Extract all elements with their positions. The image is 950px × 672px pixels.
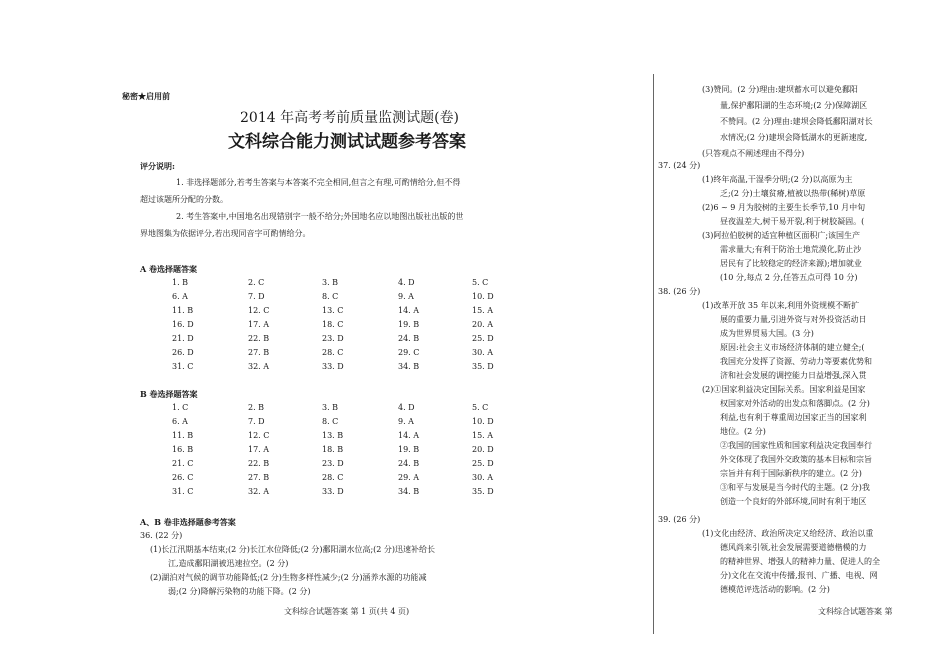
right-answer-line: 乏;(2 分)土壤贫瘠,植被以热带(稀树)草原 <box>720 189 866 198</box>
section-a-answer: 31. C <box>172 362 194 371</box>
right-page <box>658 0 950 672</box>
page-footer: 文科综合试题答案 第 1 页(共 4 页) <box>284 607 410 616</box>
section-a-answer: 17. A <box>248 320 270 329</box>
section-a-answer: 28. C <box>322 348 344 357</box>
right-answer-line: 创造一个良好的外部环境,同时有利于地区 <box>720 497 867 506</box>
section-a-answer: 2. C <box>248 278 265 287</box>
section-a-answer: 18. C <box>322 320 344 329</box>
right-answer-line: 外交体现了我国外交政策的基本目标和宗旨 <box>720 455 872 464</box>
right-answer-line: (只答观点不阐述理由不得分) <box>702 149 805 158</box>
right-answer-line: (10 分,每点 2 分,任答五点可得 10 分) <box>720 273 858 282</box>
section-a-answer: 6. A <box>172 292 188 301</box>
right-answer-line: 居民有了比较稳定的经济来源);增加就业 <box>720 259 862 268</box>
section-a-answer: 25. D <box>472 334 494 343</box>
section-b-answer: 25. D <box>472 459 494 468</box>
right-answer-line: 原因:社会主义市场经济体制的建立健全;( <box>720 343 865 352</box>
section-a-answer: 9. A <box>398 292 414 301</box>
section-a-answer: 3. B <box>322 278 339 287</box>
right-answer-line: 德模范评选活动的影响。(2 分) <box>720 585 830 594</box>
section-b-answer: 15. A <box>472 431 494 440</box>
section-a-answer: 10. D <box>472 292 494 301</box>
section-b-answer: 17. A <box>248 445 270 454</box>
answer-title: 文科综合能力测试试题参考答案 <box>228 132 466 152</box>
section-b-answer: 16. B <box>172 445 194 454</box>
q36-line-2: 江,造成鄱阳湖被迅速拉空。(2 分) <box>168 559 289 568</box>
right-answer-line: 德风尚来引领,社会发展需要道德楷模的力 <box>720 543 867 552</box>
section-a-answer: 14. A <box>398 306 420 315</box>
section-a-answer: 7. D <box>248 292 265 301</box>
section-b-answer: 27. B <box>248 473 270 482</box>
section-b-answer: 9. A <box>398 417 414 426</box>
right-answer-line: 地位。(2 分) <box>720 427 766 436</box>
section-a-answer: 15. A <box>472 306 494 315</box>
section-a-answer: 30. A <box>472 348 494 357</box>
scoring-rule-1b: 超过该题所分配的分数。 <box>140 195 228 204</box>
section-b-answer: 32. A <box>248 487 270 496</box>
section-a-answer: 35. D <box>472 362 494 371</box>
section-a-answer: 12. C <box>248 306 270 315</box>
right-answer-line: 的精神世界、增强人的精神力量、促进人的全 <box>720 557 880 566</box>
section-b-answer: 13. B <box>322 431 344 440</box>
section-b-answer: 34. B <box>398 487 420 496</box>
right-answer-line: 不赞同。(2 分)理由:建坝会降低鄱阳湖对长 <box>720 117 873 126</box>
section-b-answer: 28. C <box>322 473 344 482</box>
right-answer-line: 量,保护鄱阳湖的生态环境;(2 分)保障湖区 <box>720 101 868 110</box>
section-b-answer: 7. D <box>248 417 265 426</box>
right-answer-line: 展的重要力量,引进外资与对外投资活动日 <box>720 315 867 324</box>
right-page-footer: 文科综合试题答案 第 <box>818 607 893 616</box>
right-answer-line: (2)6 ~ 9 月为胶树的主要生长季节,10 月中旬 <box>702 203 866 212</box>
q36-line-4: 弱;(2 分)降解污染物的功能下降。(2 分) <box>168 587 311 596</box>
right-answer-line: 成为世界贸易大国。(3 分) <box>720 329 814 338</box>
section-b-answer: 10. D <box>472 417 494 426</box>
right-answer-line: 需求量大;有利于防治土地荒漠化,防止沙 <box>720 245 862 254</box>
section-a-answer: 26. D <box>172 348 194 357</box>
right-question-heading: 39. (26 分) <box>658 515 701 524</box>
exam-title: 2014 年高考考前质量监测试题(卷) <box>240 110 460 126</box>
q36-line-3: (2)湖泊对气候的调节功能降低;(2 分)生物多样性减少;(2 分)涵养水源的功能减 <box>150 573 427 582</box>
section-b-answer: 5. C <box>472 403 489 412</box>
section-a-answer: 11. B <box>172 306 194 315</box>
section-b-answer: 3. B <box>322 403 339 412</box>
section-a-answer: 24. B <box>398 334 420 343</box>
section-b-answer: 2. B <box>248 403 265 412</box>
section-b-answer: 1. C <box>172 403 189 412</box>
section-b-answer: 18. B <box>322 445 344 454</box>
page-divider <box>653 74 654 634</box>
right-answer-line: (2)①国家利益决定国际关系。国家利益是国家 <box>702 385 866 394</box>
section-b-answer: 8. C <box>322 417 339 426</box>
section-a-answer: 27. B <box>248 348 270 357</box>
section-b-answer: 22. B <box>248 459 270 468</box>
right-question-heading: 38. (26 分) <box>658 287 701 296</box>
section-a-answer: 23. D <box>322 334 344 343</box>
right-answer-line: 权国家对外活动的出发点和落脚点。(2 分) <box>720 399 870 408</box>
secret-tag: 秘密★启用前 <box>122 91 170 101</box>
section-a-answer: 13. C <box>322 306 344 315</box>
section-a-answer: 1. B <box>172 278 189 287</box>
right-answer-line: 分)文化在交流中传播,报刊、广播、电视、网 <box>720 571 878 580</box>
section-a-answer: 16. D <box>172 320 194 329</box>
section-b-answer: 12. C <box>248 431 270 440</box>
section-b-answer: 24. B <box>398 459 420 468</box>
section-b-answer: 29. A <box>398 473 420 482</box>
scoring-rule-2b: 界地图集为依据评分,若出现同音字可酌情给分。 <box>140 229 311 238</box>
scoring-heading: 评分说明: <box>140 161 175 171</box>
right-answer-line: ③和平与发展是当今时代的主题。(2 分)我 <box>720 483 870 492</box>
section-a-answer: 33. D <box>322 362 344 371</box>
scoring-rule-2a: 2. 考生答案中,中国地名出现错别字一般不给分;外国地名应以地图出版社出版的世 <box>176 212 464 221</box>
section-b-answer: 20. D <box>472 445 494 454</box>
scoring-rule-1a: 1. 非选择题部分,若考生答案与本答案不完全相同,但言之有理,可酌情给分,但不得 <box>176 178 461 187</box>
right-answer-line: (1)终年高温,干湿季分明;(2 分)以高原为主 <box>702 175 853 184</box>
section-b-answer: 19. B <box>398 445 420 454</box>
section-a-answer: 21. D <box>172 334 194 343</box>
section-b-answer: 11. B <box>172 431 194 440</box>
section-b-answer: 35. D <box>472 487 494 496</box>
right-answer-line: 昼夜温差大,树干易开裂,利于树胶凝固。( <box>720 217 865 226</box>
right-answer-line: (3)阿拉伯胶树的适宜种植区面积广;该国生产 <box>702 231 861 240</box>
section-b-answer: 33. D <box>322 487 344 496</box>
right-answer-line: (1)改革开放 35 年以来,利用外资规模不断扩 <box>702 301 860 310</box>
section-b-answer: 21. C <box>172 459 194 468</box>
section-b-answer: 14. A <box>398 431 420 440</box>
section-a-answer: 4. D <box>398 278 415 287</box>
right-answer-line: 我国充分发挥了资源、劳动力等要素优势和 <box>720 357 872 366</box>
right-answer-line: 利益,也有利于尊重周边国家正当的国家利 <box>720 413 867 422</box>
section-b-answer: 6. A <box>172 417 188 426</box>
section-b-title: B 卷选择题答案 <box>140 389 198 399</box>
section-a-answer: 5. C <box>472 278 489 287</box>
section-b-answer: 23. D <box>322 459 344 468</box>
section-a-answer: 34. B <box>398 362 420 371</box>
section-b-answer: 31. C <box>172 487 194 496</box>
q36-line-1: (1)长江汛期基本结束;(2 分)长江水位降低;(2 分)鄱阳湖水位高;(2 分)迅速补给长 <box>150 545 436 554</box>
section-a-answer: 29. C <box>398 348 420 357</box>
right-answer-line: (1)文化由经济、政治所决定又给经济、政治以重 <box>702 529 874 538</box>
right-answer-line: 济和社会发展的调控能力日益增强,深入贯 <box>720 371 867 380</box>
q36-heading: 36. (22 分) <box>140 531 183 540</box>
section-a-answer: 22. B <box>248 334 270 343</box>
right-answer-line: ②我国的国家性质和国家利益决定我国奉行 <box>720 441 872 450</box>
section-a-answer: 32. A <box>248 362 270 371</box>
section-a-answer: 8. C <box>322 292 339 301</box>
section-a-answer: 20. A <box>472 320 494 329</box>
right-answer-line: 宗旨并有利于国际新秩序的建立。(2 分) <box>720 469 862 478</box>
section-b-answer: 30. A <box>472 473 494 482</box>
section-a-answer: 19. B <box>398 320 420 329</box>
nonchoice-title: A、B 卷非选择题参考答案 <box>140 517 236 527</box>
right-answer-line: (3)赞同。(2 分)理由:建坝蓄水可以避免鄱阳 <box>702 85 858 94</box>
section-b-answer: 26. C <box>172 473 194 482</box>
right-question-heading: 37. (24 分) <box>658 161 701 170</box>
section-a-title: A 卷选择题答案 <box>140 264 197 274</box>
section-b-answer: 4. D <box>398 403 415 412</box>
right-answer-line: 水情况;(2 分)建坝会降低湖水的更新速度, <box>720 133 868 142</box>
